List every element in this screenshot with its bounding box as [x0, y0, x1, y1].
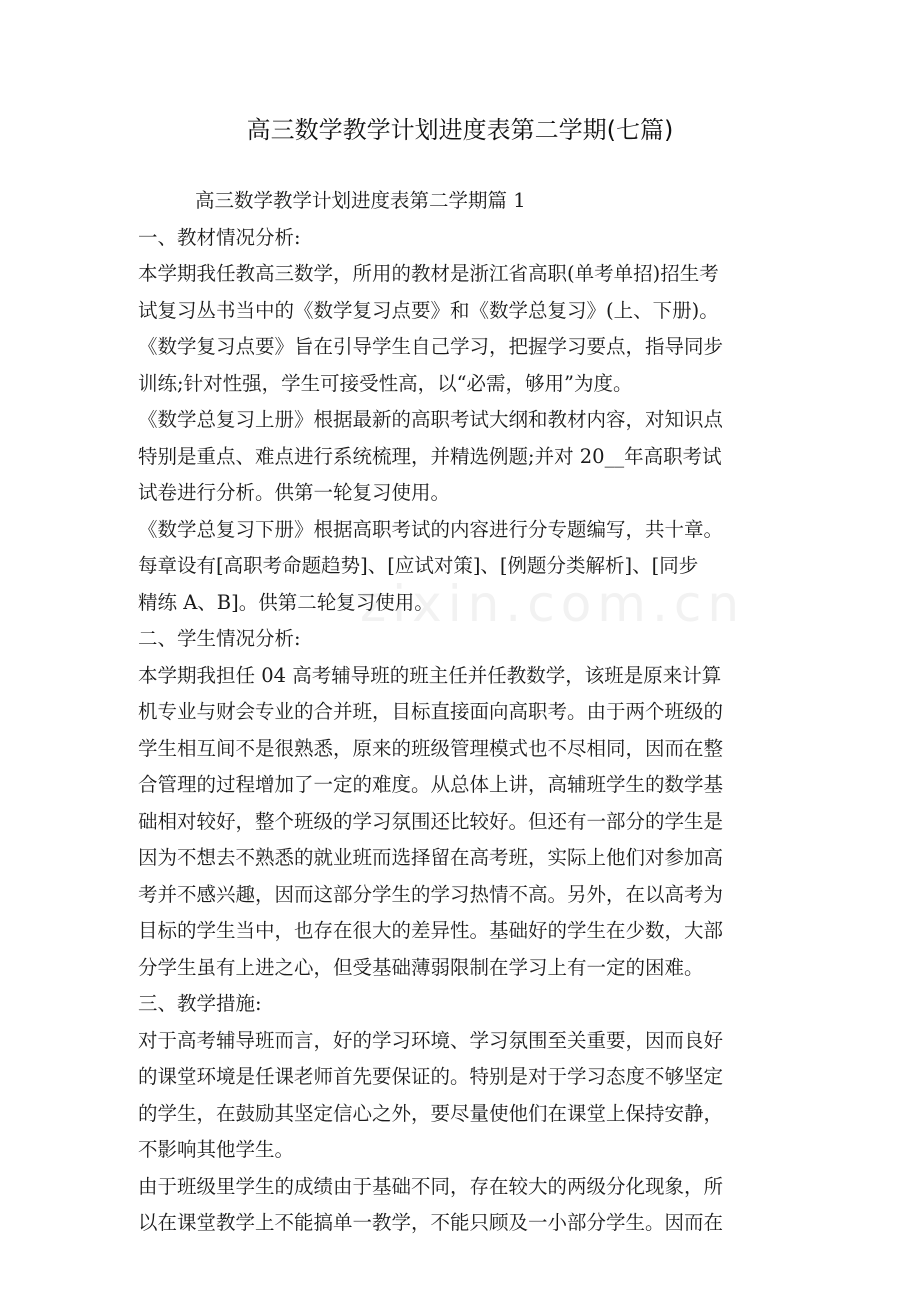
paragraph-line: 本学期我担任 04 高考辅导班的班主任并任教数学，该班是原来计算	[138, 663, 722, 687]
document-title: 高三数学教学计划进度表第二学期(七篇)	[246, 116, 674, 144]
paragraph-line: 以在课堂教学上不能搞单一教学，不能只顾及一小部分学生。因而在	[138, 1211, 724, 1234]
paragraph-line: 的课堂环境是任课老师首先要保证的。特别是对于学习态度不够坚定	[138, 1065, 724, 1088]
subheading: 三、教学措施:	[138, 992, 262, 1015]
paragraph-line: 对于高考辅导班而言，好的学习环境、学习氛围至关重要，因而良好	[138, 1028, 724, 1052]
paragraph-line: 不影响其他学生。	[138, 1138, 295, 1161]
paragraph-line: 试复习丛书当中的《数学复习点要》和《数学总复习》(上、下册)。	[138, 298, 719, 322]
paragraph-line: 本学期我任教高三数学，所用的教材是浙江省高职(单考单招)招生考	[138, 262, 719, 285]
paragraph-line: 础相对较好，整个班级的学习氛围还比较好。但还有一部分的学生是	[138, 809, 724, 833]
paragraph-line: 训练;针对性强，学生可接受性高，以“必需，够用”为度。	[138, 371, 633, 395]
paragraph-line: 试卷进行分析。供第一轮复习使用。	[138, 481, 451, 504]
paragraph-line: 精练 A、B]。供第二轮复习使用。	[138, 590, 434, 614]
paragraph-line: 考并不感兴趣，因而这部分学生的学习热情不高。另外，在以高考为	[138, 882, 724, 906]
paragraph-line: 因为不想去不熟悉的就业班而选择留在高考班，实际上他们对参加高	[138, 846, 724, 869]
paragraph-line: 《数学复习点要》旨在引导学生自己学习，把握学习要点，指导同步	[138, 335, 724, 358]
paragraph-line: 合管理的过程增加了一定的难度。从总体上讲，高辅班学生的数学基	[138, 773, 724, 796]
document-body	[138, 183, 798, 1242]
watermark: zixin.com.cn	[360, 575, 746, 633]
paragraph-line: 机专业与财会专业的合并班，目标直接面向高职考。由于两个班级的	[138, 700, 724, 723]
subheading: 一、教材情况分析:	[138, 225, 301, 249]
paragraph-line: 《数学总复习上册》根据最新的高职考试大纲和教材内容，对知识点	[138, 408, 724, 431]
paragraph-line: 的学生，在鼓励其坚定信心之外，要尽量使他们在课堂上保持安静，	[138, 1101, 724, 1125]
paragraph-line: 由于班级里学生的成绩由于基础不同，存在较大的两级分化现象，所	[138, 1174, 724, 1198]
section-heading: 高三数学教学计划进度表第二学期篇 1	[195, 189, 526, 212]
subheading: 二、学生情况分析:	[138, 627, 301, 650]
paragraph-line: 每章设有[高职考命题趋势]、[应试对策]、[例题分类解析]、[同步	[138, 554, 699, 577]
paragraph-line: 《数学总复习下册》根据高职考试的内容进行分专题编写，共十章。	[138, 517, 724, 541]
paragraph-line: 目标的学生当中，也存在很大的差异性。基础好的学生在少数，大部	[138, 919, 724, 942]
paragraph-line: 分学生虽有上进之心，但受基础薄弱限制在学习上有一定的困难。	[138, 955, 704, 979]
paragraph-line: 特别是重点、难点进行系统梳理，并精选例题;并对 20__年高职考试	[138, 444, 722, 468]
paragraph-line: 学生相互间不是很熟悉，原来的班级管理模式也不尽相同，因而在整	[138, 736, 724, 760]
